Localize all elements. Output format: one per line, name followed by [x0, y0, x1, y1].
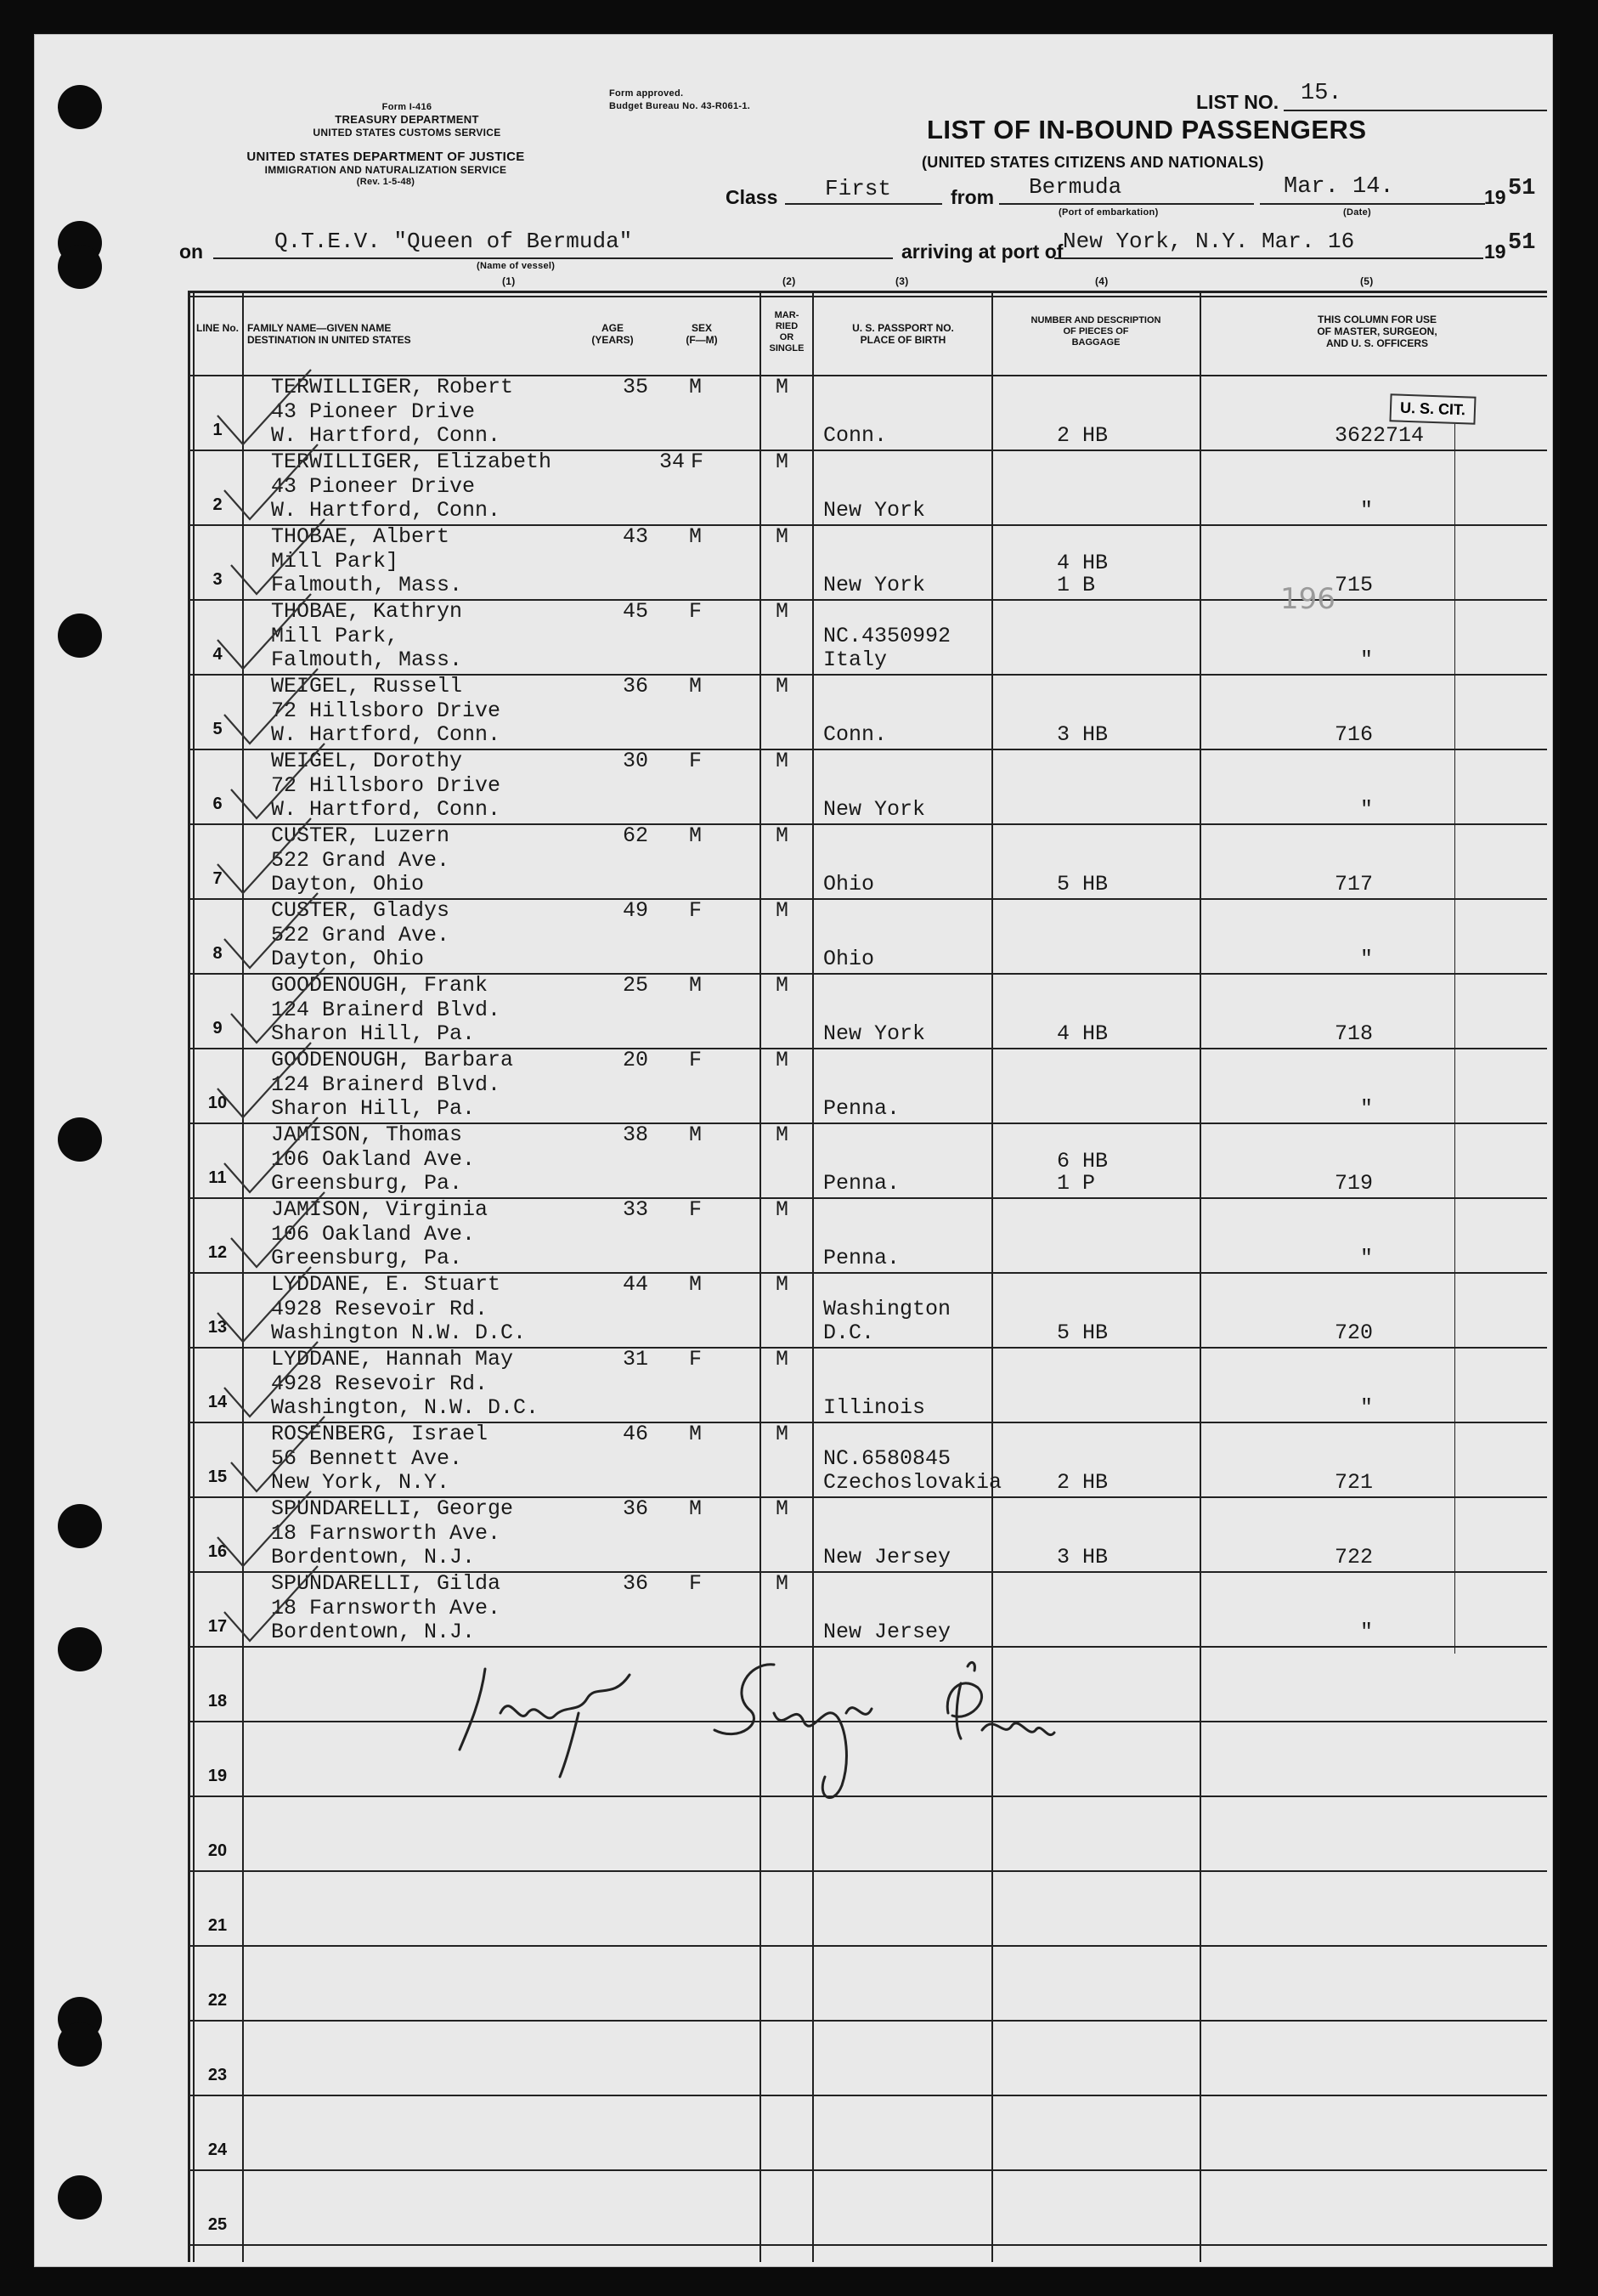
col-header-sex: SEX (F—M) — [686, 322, 718, 346]
passenger-married: M — [776, 1123, 789, 1147]
passenger-married: M — [776, 749, 789, 773]
passenger-address: 72 Hillsboro Drive — [271, 773, 501, 798]
passenger-married: M — [776, 823, 789, 848]
passenger-address: 124 Brainerd Blvd. — [271, 998, 501, 1022]
line-number: 18 — [207, 1692, 228, 1711]
punch-hole — [58, 1117, 102, 1162]
baggage-line-1: 5 HB — [1057, 872, 1109, 896]
passenger-city: Greensburg, Pa. — [271, 1246, 463, 1270]
pencil-annotation: 196 — [1280, 582, 1335, 616]
passenger-sex: F — [689, 1048, 703, 1072]
passenger-address: 56 Bennett Ave. — [271, 1446, 463, 1471]
vessel-caption: (Name of vessel) — [477, 261, 556, 271]
dept-immigration: IMMIGRATION AND NATURALIZATION SERVICE — [264, 164, 507, 176]
place-of-birth: Czechoslovakia — [823, 1470, 1002, 1495]
line-number: 15 — [207, 1468, 228, 1486]
passenger-married: M — [776, 450, 789, 474]
baggage-line-1: 2 HB — [1057, 1470, 1109, 1495]
passenger-sex: M — [689, 973, 703, 998]
passenger-name: LYDDANE, Hannah May — [271, 1347, 514, 1371]
passport-number: Washington — [823, 1297, 951, 1321]
place-of-birth: Conn. — [823, 722, 888, 747]
budget-bureau: Budget Bureau No. 43-R061-1. — [609, 101, 751, 111]
baggage-line-1: 3 HB — [1057, 722, 1109, 747]
column-number-4: (4) — [1095, 275, 1109, 287]
passenger-address: 43 Pioneer Drive — [271, 474, 476, 499]
passenger-married: M — [776, 898, 789, 923]
passenger-age: 36 — [623, 1571, 649, 1596]
officer-number: " — [1360, 797, 1374, 822]
passenger-city: Bordentown, N.J. — [271, 1545, 476, 1569]
column-number-3: (3) — [895, 275, 909, 287]
passenger-sex: M — [689, 524, 703, 549]
passenger-city: Sharon Hill, Pa. — [271, 1096, 476, 1121]
officer-number: 3622714 — [1335, 423, 1425, 448]
year2-value: 51 — [1508, 230, 1536, 256]
dept-treasury: TREASURY DEPARTMENT — [335, 113, 479, 126]
passenger-address: Mill Park] — [271, 549, 399, 574]
baggage-line-1: 4 HB — [1057, 1021, 1109, 1046]
col-header-married: MAR- RIED OR SINGLE — [769, 310, 805, 353]
officer-number: 716 — [1335, 722, 1374, 747]
baggage-line-2: 1 P — [1057, 1171, 1096, 1196]
date-caption: (Date) — [1343, 207, 1371, 218]
passenger-address: 4928 Resevoir Rd. — [271, 1297, 488, 1321]
passenger-age: 30 — [623, 749, 649, 773]
line-number: 7 — [212, 869, 223, 888]
place-of-birth: Penna. — [823, 1246, 901, 1270]
officer-number: " — [1360, 648, 1374, 672]
passenger-table — [35, 35, 1552, 2266]
column-number-5: (5) — [1360, 275, 1374, 287]
passenger-age: 33 — [623, 1197, 649, 1222]
place-of-birth: New York — [823, 1021, 926, 1046]
passenger-sex: F — [691, 450, 704, 474]
passenger-name: TERWILLIGER, Elizabeth — [271, 450, 552, 474]
place-of-birth: Ohio — [823, 947, 875, 971]
passenger-age: 44 — [623, 1272, 649, 1297]
place-of-birth: New York — [823, 498, 926, 523]
class-label: Class — [726, 186, 778, 208]
passenger-married: M — [776, 599, 789, 624]
line-number: 10 — [207, 1094, 228, 1112]
line-number: 5 — [212, 720, 223, 738]
arrival-value: New York, N.Y. Mar. 16 — [1063, 229, 1355, 254]
col-header-age: AGE (YEARS) — [591, 322, 634, 346]
passenger-city: Bordentown, N.J. — [271, 1620, 476, 1644]
passenger-city: Dayton, Ohio — [271, 947, 425, 971]
passenger-city: W. Hartford, Conn. — [271, 797, 501, 822]
passenger-age: 43 — [623, 524, 649, 549]
passenger-sex: M — [689, 375, 703, 399]
line-number: 12 — [207, 1243, 228, 1262]
passenger-city: Washington, N.W. D.C. — [271, 1395, 539, 1420]
place-of-birth: New York — [823, 797, 926, 822]
passenger-sex: M — [689, 1123, 703, 1147]
passenger-married: M — [776, 674, 789, 698]
line-number: 20 — [207, 1841, 228, 1860]
line-number: 21 — [207, 1916, 228, 1935]
passenger-name: JAMISON, Thomas — [271, 1123, 463, 1147]
officer-number: " — [1360, 947, 1374, 971]
officer-number: " — [1360, 1246, 1374, 1270]
class-value: First — [825, 176, 892, 201]
passenger-sex: F — [689, 599, 703, 624]
passenger-name: THOBAE, Albert — [271, 524, 450, 549]
dept-customs: UNITED STATES CUSTOMS SERVICE — [313, 127, 501, 139]
officer-number: 715 — [1335, 573, 1374, 597]
punch-hole — [58, 614, 102, 658]
passenger-name: GOODENOUGH, Barbara — [271, 1048, 514, 1072]
passenger-married: M — [776, 375, 789, 399]
line-number: 4 — [212, 645, 223, 664]
place-of-birth: Italy — [823, 648, 888, 672]
passenger-age: 46 — [623, 1422, 649, 1446]
passenger-sex: F — [689, 1347, 703, 1371]
passenger-name: WEIGEL, Russell — [271, 674, 463, 698]
form-approved: Form approved. — [609, 88, 684, 99]
form-number: Form I-416 — [381, 102, 432, 112]
passenger-address: 18 Farnsworth Ave. — [271, 1521, 501, 1546]
line-number: 13 — [207, 1318, 228, 1337]
col-header-baggage: NUMBER AND DESCRIPTION OF PIECES OF BAGGAGE — [1031, 315, 1161, 348]
port-embark-caption: (Port of embarkation) — [1059, 207, 1159, 218]
passenger-city: Washington N.W. D.C. — [271, 1320, 527, 1345]
passenger-city: Sharon Hill, Pa. — [271, 1021, 476, 1046]
passenger-married: M — [776, 973, 789, 998]
passenger-age: 38 — [623, 1123, 649, 1147]
dept-justice: UNITED STATES DEPARTMENT OF JUSTICE — [246, 150, 525, 164]
passenger-address: 106 Oakland Ave. — [271, 1147, 476, 1172]
line-number: 14 — [207, 1393, 228, 1411]
passenger-age: 34 — [659, 450, 686, 474]
page-title: LIST OF IN-BOUND PASSENGERS — [927, 115, 1367, 144]
passport-number: NC.6580845 — [823, 1446, 951, 1471]
passenger-address: 124 Brainerd Blvd. — [271, 1072, 501, 1097]
passenger-address: 72 Hillsboro Drive — [271, 698, 501, 723]
passenger-city: W. Hartford, Conn. — [271, 722, 501, 747]
col-header-officers: THIS COLUMN FOR USE OF MASTER, SURGEON, AND U. S. OFFICERS — [1317, 314, 1437, 349]
passenger-age: 36 — [623, 1496, 649, 1521]
from-label: from — [951, 186, 995, 208]
list-no-value: 15. — [1301, 81, 1342, 106]
officer-number: " — [1360, 1395, 1374, 1420]
line-number: 11 — [208, 1168, 227, 1187]
list-no-label: LIST NO. — [1196, 91, 1279, 113]
passenger-sex: F — [689, 749, 703, 773]
passenger-address: 43 Pioneer Drive — [271, 399, 476, 424]
form-revision: (Rev. 1-5-48) — [356, 177, 415, 187]
passenger-city: Falmouth, Mass. — [271, 648, 463, 672]
passenger-city: W. Hartford, Conn. — [271, 423, 501, 448]
passenger-age: 49 — [623, 898, 649, 923]
passenger-married: M — [776, 524, 789, 549]
passenger-name: JAMISON, Virginia — [271, 1197, 488, 1222]
column-number-1: (1) — [502, 275, 516, 287]
passenger-age: 45 — [623, 599, 649, 624]
line-number: 1 — [212, 421, 223, 439]
passenger-name: ROSENBERG, Israel — [271, 1422, 488, 1446]
line-number: 3 — [212, 570, 223, 589]
arriving-label: arriving at port of — [901, 240, 1064, 263]
passenger-sex: F — [689, 1197, 703, 1222]
passenger-city: Falmouth, Mass. — [271, 573, 463, 597]
passenger-age: 35 — [623, 375, 649, 399]
punch-hole — [58, 2022, 102, 2067]
year-printed: 19 — [1484, 186, 1506, 208]
line-number: 24 — [207, 2140, 228, 2159]
passenger-age: 62 — [623, 823, 649, 848]
place-of-birth: Penna. — [823, 1096, 901, 1121]
officer-number: " — [1360, 498, 1374, 523]
passenger-address: 522 Grand Ave. — [271, 848, 450, 873]
place-of-birth: New York — [823, 573, 926, 597]
line-number: 25 — [207, 2215, 228, 2234]
passport-number: NC.4350992 — [823, 624, 951, 648]
line-number: 8 — [212, 944, 223, 963]
passenger-married: M — [776, 1571, 789, 1596]
passenger-city: W. Hartford, Conn. — [271, 498, 501, 523]
year2-printed: 19 — [1484, 240, 1506, 263]
passenger-sex: M — [689, 1496, 703, 1521]
page-subtitle: (UNITED STATES CITIZENS AND NATIONALS) — [922, 154, 1264, 171]
place-of-birth: New Jersey — [823, 1545, 951, 1569]
place-of-birth: Illinois — [823, 1395, 926, 1420]
punch-hole — [58, 1504, 102, 1548]
col-header-line: LINE No. — [196, 322, 239, 334]
passenger-name: LYDDANE, E. Stuart — [271, 1272, 501, 1297]
baggage-line-1: 3 HB — [1057, 1545, 1109, 1569]
col-header-passport: U. S. PASSPORT NO. PLACE OF BIRTH — [852, 322, 954, 346]
officer-number: 718 — [1335, 1021, 1374, 1046]
line-number: 19 — [207, 1767, 228, 1785]
baggage-line-1: 4 HB — [1057, 551, 1109, 575]
officer-number: 719 — [1335, 1171, 1374, 1196]
passenger-name: GOODENOUGH, Frank — [271, 973, 488, 998]
line-number: 6 — [212, 795, 223, 813]
passenger-sex: F — [689, 1571, 703, 1596]
line-number: 16 — [207, 1542, 228, 1561]
line-number: 17 — [207, 1617, 228, 1636]
punch-hole — [58, 1627, 102, 1671]
officer-number: " — [1360, 1096, 1374, 1121]
vessel-value: Q.T.E.V. "Queen of Bermuda" — [274, 229, 633, 254]
passenger-address: 522 Grand Ave. — [271, 923, 450, 947]
passenger-married: M — [776, 1272, 789, 1297]
on-label: on — [179, 240, 204, 263]
passenger-name: CUSTER, Luzern — [271, 823, 450, 848]
punch-hole — [58, 2175, 102, 2220]
us-citizen-stamp: U. S. CIT. — [1389, 393, 1476, 425]
place-of-birth: Conn. — [823, 423, 888, 448]
from-value: Bermuda — [1029, 174, 1122, 200]
passenger-age: 20 — [623, 1048, 649, 1072]
place-of-birth: Ohio — [823, 872, 875, 896]
place-of-birth: D.C. — [823, 1320, 875, 1345]
passenger-address: Mill Park, — [271, 624, 399, 648]
passenger-name: THOBAE, Kathryn — [271, 599, 463, 624]
passenger-married: M — [776, 1197, 789, 1222]
passenger-address: 4928 Resevoir Rd. — [271, 1371, 488, 1396]
officer-number: 720 — [1335, 1320, 1374, 1345]
passenger-married: M — [776, 1496, 789, 1521]
passenger-address: 18 Farnsworth Ave. — [271, 1596, 501, 1620]
officer-number: 722 — [1335, 1545, 1374, 1569]
passenger-city: Dayton, Ohio — [271, 872, 425, 896]
passenger-married: M — [776, 1048, 789, 1072]
officer-number: 717 — [1335, 872, 1374, 896]
officer-number: 721 — [1335, 1470, 1374, 1495]
passenger-sex: M — [689, 823, 703, 848]
passenger-age: 36 — [623, 674, 649, 698]
passenger-married: M — [776, 1422, 789, 1446]
baggage-line-2: 1 B — [1057, 573, 1096, 597]
line-number: 2 — [212, 495, 223, 514]
punch-hole — [58, 245, 102, 289]
place-of-birth: New Jersey — [823, 1620, 951, 1644]
passenger-city: New York, N.Y. — [271, 1470, 450, 1495]
baggage-line-1: 6 HB — [1057, 1149, 1109, 1173]
line-number: 22 — [207, 1991, 228, 2010]
passenger-married: M — [776, 1347, 789, 1371]
date-value: Mar. 14. — [1284, 174, 1394, 200]
passenger-name: CUSTER, Gladys — [271, 898, 450, 923]
passenger-name: SPUNDARELLI, Gilda — [271, 1571, 501, 1596]
passenger-sex: M — [689, 1272, 703, 1297]
line-number: 9 — [212, 1019, 223, 1038]
passenger-sex: M — [689, 1422, 703, 1446]
place-of-birth: Penna. — [823, 1171, 901, 1196]
officer-number: " — [1360, 1620, 1374, 1644]
punch-hole — [58, 85, 102, 129]
form-page — [34, 34, 1553, 2267]
baggage-line-1: 2 HB — [1057, 423, 1109, 448]
col-header-name: FAMILY NAME—GIVEN NAME DESTINATION IN UNITED STATES — [247, 322, 411, 346]
passenger-age: 31 — [623, 1347, 649, 1371]
passenger-age: 25 — [623, 973, 649, 998]
column-number-2: (2) — [782, 275, 796, 287]
passenger-sex: F — [689, 898, 703, 923]
year-value: 51 — [1508, 176, 1536, 201]
passenger-sex: M — [689, 674, 703, 698]
passenger-name: WEIGEL, Dorothy — [271, 749, 463, 773]
passenger-name: TERWILLIGER, Robert — [271, 375, 514, 399]
passenger-city: Greensburg, Pa. — [271, 1171, 463, 1196]
line-number: 23 — [207, 2066, 228, 2084]
passenger-address: 106 Oakland Ave. — [271, 1222, 476, 1247]
baggage-line-1: 5 HB — [1057, 1320, 1109, 1345]
passenger-name: SPUNDARELLI, George — [271, 1496, 514, 1521]
